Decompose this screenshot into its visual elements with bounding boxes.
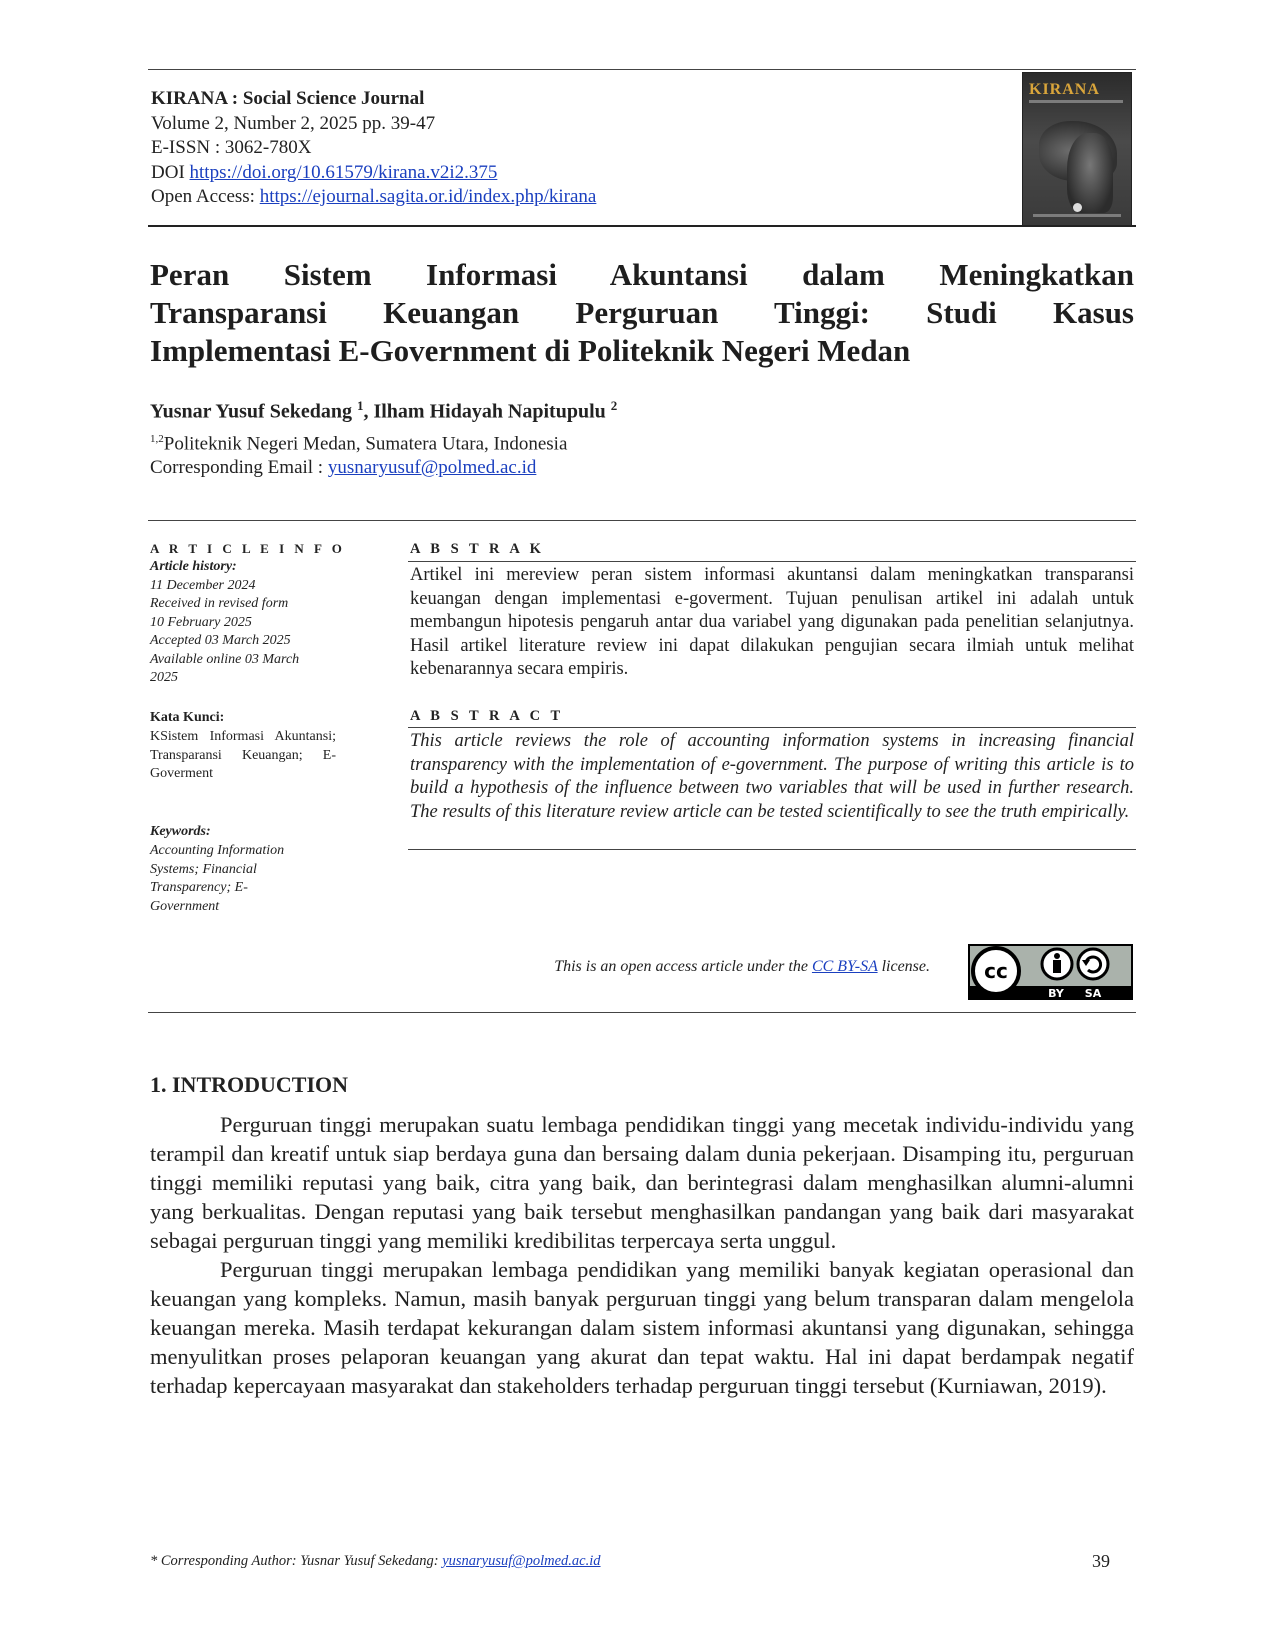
journal-issn: E-ISSN : 3062-780X bbox=[151, 137, 312, 158]
paragraph: Perguruan tinggi merupakan lembaga pendidikan yang memiliki banyak kegiatan operasional dan keuangan yang kompleks. Namun, masih banyak perguruan tinggi yang belum transparan dalam mengelola keuangan mereka. Masih terdapat kekurangan dalam sistem informasi akuntansi yang digunakan, sehingga menyulitkan proses pelaporan keuangan yang akurat dan tepat waktu. Hal ini dapat berdampak negatif terhadap kepercayaan masyarakat dan stakeholders terhadap perguruan tinggi tersebut (Kurniawan, 2019). bbox=[150, 1257, 1134, 1398]
kata-kunci: Kata Kunci: KSistem Informasi Akuntansi; Transparansi Keuangan; E-Goverment bbox=[150, 710, 336, 782]
history-item: Accepted 03 March 2025 bbox=[150, 633, 291, 648]
svg-text:cc: cc bbox=[984, 959, 1008, 983]
author-name: Ilham Hidayah Napitupulu bbox=[373, 400, 606, 423]
journal-name: KIRANA : Social Science Journal bbox=[151, 88, 425, 109]
doi-link[interactable]: https://doi.org/10.61579/kirana.v2i2.375 bbox=[189, 161, 498, 183]
introduction-body bbox=[150, 1110, 1134, 1400]
corresponding-author-footnote: * Corresponding Author: Yusnar Yusuf Sekedang: yusnaryusuf@polmed.ac.id bbox=[150, 1553, 601, 1569]
journal-doi: DOI https://doi.org/10.61579/kirana.v2i2.375 bbox=[151, 161, 498, 183]
svg-text:BY: BY bbox=[1048, 987, 1064, 1000]
cover-logo bbox=[1073, 203, 1082, 212]
abstrak-heading: A B S T R A K bbox=[410, 541, 545, 557]
header-top-rule bbox=[148, 69, 1136, 70]
keywords: Keywords: Accounting Information Systems; Financial Transparency; E-Government bbox=[150, 824, 285, 915]
section-heading-introduction: 1. INTRODUCTION bbox=[150, 1072, 349, 1097]
paragraph: Perguruan tinggi merupakan suatu lembaga pendidikan tinggi yang mecetak individu-individu yang terampil dan kreatif untuk siap berdaya guna dan bersaing dalam dunia pekerjaan. Disamping itu, perguruan tinggi memiliki reputasi yang baik, citra yang baik, dan berintegrasi dalam menghasilkan alumni-alumni yang berkualitas. Dengan reputasi yang baik tersebut menghasilkan pandangan yang baik dari masyarakat sebagai perguruan tinggi yang memiliki kredibilitas terpercaya serta unggul. bbox=[150, 1112, 1134, 1253]
affiliation-block: $^{1,2}$Politeknik Negeri Medan, Sumatera Utara, Indonesia Corresponding Email : yusnaryusuf@polmed.ac.id bbox=[150, 433, 568, 479]
history-item: 2025 bbox=[150, 670, 178, 685]
history-item: 11 December 2024 bbox=[150, 577, 256, 593]
history-item: Received in revised form bbox=[150, 596, 289, 611]
cc-by-sa-badge[interactable] bbox=[968, 944, 1133, 1000]
page-number: 39 bbox=[1092, 1551, 1110, 1571]
article-info-heading: A R T I C L E I N F O bbox=[150, 541, 346, 556]
article-history: Article history: 11 December 2024 Received in revised form 10 February 2025 Accepted 03 March 2025 Available online 03 March 2025 bbox=[150, 558, 340, 688]
journal-volume: Volume 2, Number 2, 2025 pp. 39-47 bbox=[151, 112, 436, 134]
open-access-link[interactable]: https://ejournal.sagita.or.id/index.php/kirana bbox=[259, 186, 597, 207]
sa-icon bbox=[1078, 949, 1108, 979]
affiliation: Politeknik Negeri Medan, Sumatera Utara, Indonesia bbox=[163, 433, 568, 455]
abstract-heading: A B S T R A C T bbox=[410, 708, 564, 724]
abstrak-text: Artikel ini mereview peran sistem informasi akuntansi dalam meningkatkan transparansi keuangan dengan implementasi e-goverment. Tujuan penulisan artikel ini adalah untuk membangun hipotesis pengaruh antar dua variabel yang digunakan pada penelitian selanjutnya. Hasil artikel literature review ini dapat dilakukan pengujian secara ilmiah untuk melihat kebenarannya secara empiris. bbox=[410, 565, 1134, 679]
cover-title: KIRANA bbox=[1029, 81, 1100, 98]
title-line: Implementasi E-Government di Politeknik Negeri Medan bbox=[150, 333, 911, 368]
journal-open-access: Open Access: https://ejournal.sagita.or.id/index.php/kirana bbox=[151, 186, 597, 207]
author-name: Yusnar Yusuf Sekedang bbox=[150, 400, 352, 423]
svg-text:SA: SA bbox=[1084, 987, 1102, 1000]
info-bottom-rule bbox=[148, 1012, 1136, 1013]
author-list: Yusnar Yusuf Sekedang $^1$, Ilham Hidayah Napitupulu $^2$ bbox=[150, 398, 618, 423]
journal-cover-image bbox=[1022, 72, 1132, 226]
header-bottom-rule bbox=[148, 225, 1136, 227]
article-title bbox=[150, 256, 1134, 370]
corresponding-email-link[interactable]: yusnaryusuf@polmed.ac.id bbox=[327, 457, 537, 479]
history-item: Available online 03 March bbox=[150, 651, 300, 667]
license-note: This is an open access article under the CC BY-SA license. bbox=[554, 958, 930, 975]
title-line: Transparansi Keuangan Perguruan Tinggi: Studi Kasus bbox=[150, 295, 1134, 330]
history-item: 10 February 2025 bbox=[150, 614, 252, 630]
journal-header bbox=[151, 87, 596, 210]
footnote-email-link[interactable]: yusnaryusuf@polmed.ac.id bbox=[442, 1553, 601, 1569]
info-top-rule bbox=[148, 520, 1136, 521]
cc-by-sa-link[interactable]: CC BY-SA bbox=[811, 958, 878, 975]
abstract-text: This article reviews the role of accounting information systems in increasing financial transparency with the implementation of e-government. The purpose of writing this article is to build a hypothesis of the influence between two variables that will be used in further research. The results of this literature review article can be tested scientifically to see the truth empirically. bbox=[410, 731, 1134, 822]
title-line: Peran Sistem Informasi Akuntansi dalam Meningkatkan bbox=[150, 257, 1134, 292]
